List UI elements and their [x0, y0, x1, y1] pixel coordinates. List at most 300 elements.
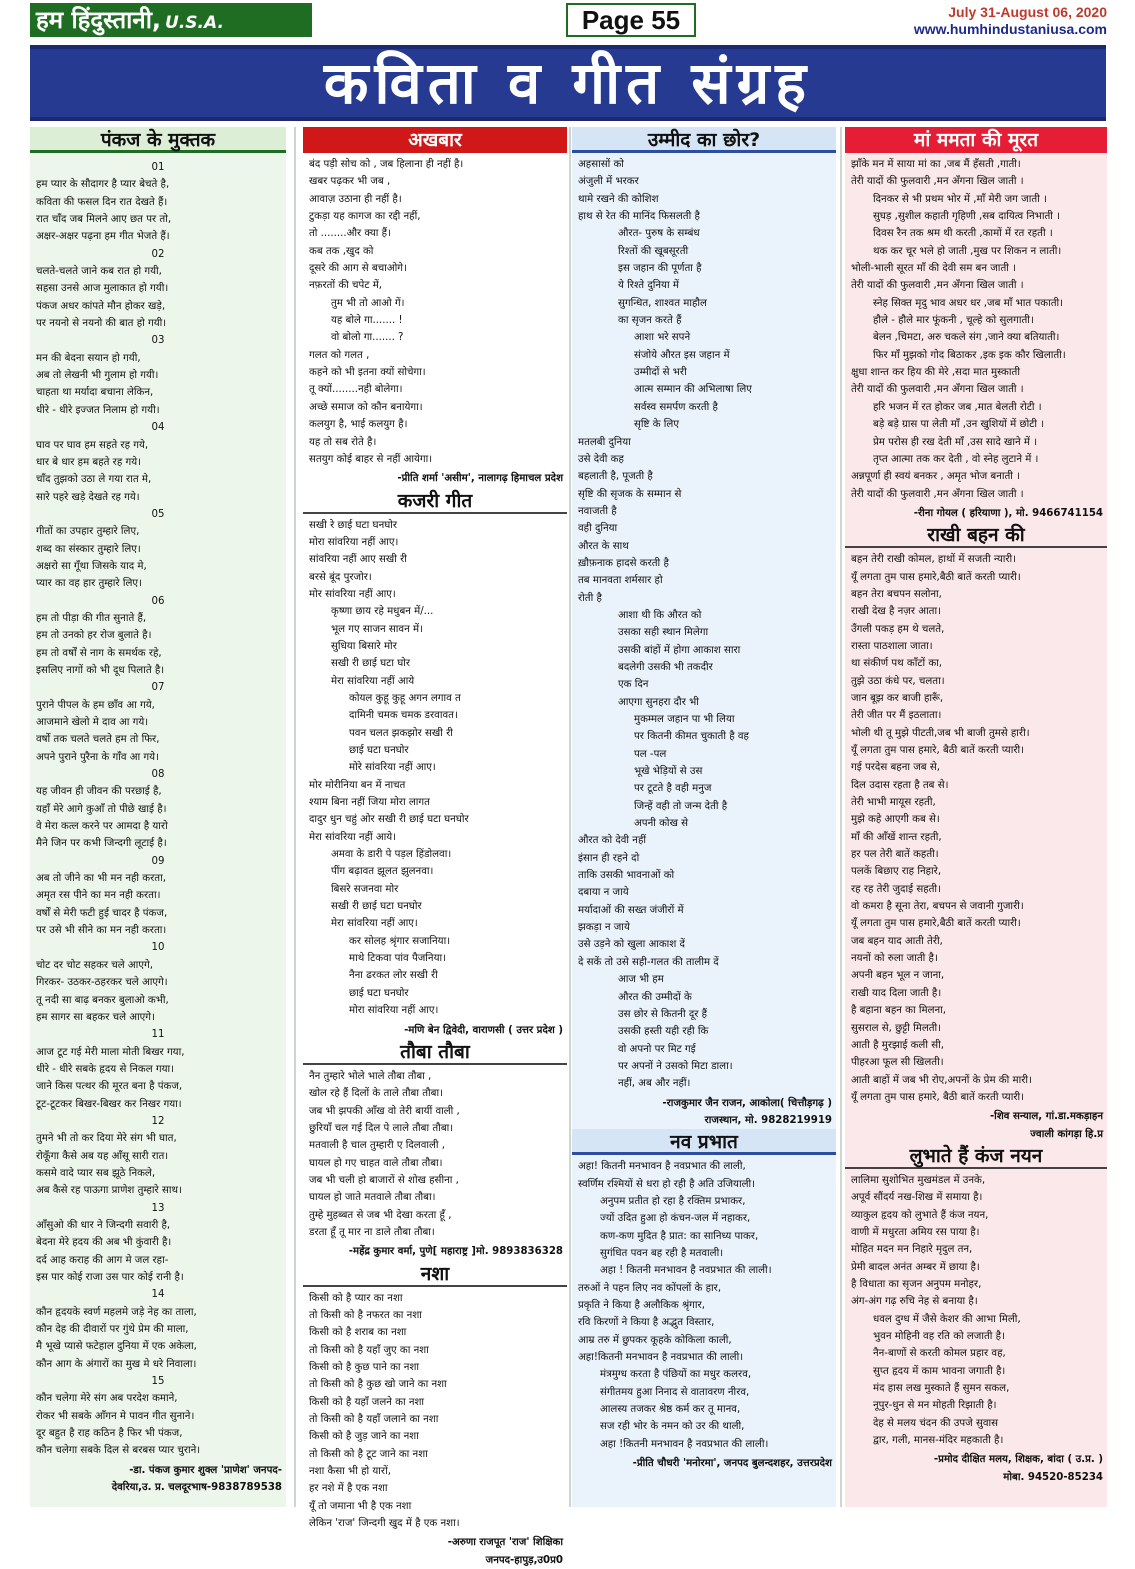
poem-line: पर अपनों ने उसको मिटा डाला। — [618, 1060, 733, 1072]
poem-line: हम तो उनको हर रोज बुलाते है। — [36, 630, 152, 642]
poem-line: वे मेरा कत्ल करने पर आमदा है यारो — [36, 821, 168, 833]
poem-line: सुघड़ ,सुशील कहाती गृहिणी ,सब दायित्व निभाती । — [873, 211, 1061, 223]
poem-line: औरत की उम्मीदों के — [618, 991, 692, 1003]
poem-line: अमृत रस पीने का मन नही करता। — [36, 890, 161, 902]
poem-line: कौन हृदयके स्वर्ण महलमे जड़े नेह का ताला, — [36, 1306, 197, 1318]
poem-line: तो किसी को है यहाँ जलाने का नशा — [309, 1414, 439, 1426]
poem-line: अब कैसे रह पाऊगा प्राणेश तुम्हारे साथ। — [36, 1185, 182, 1197]
poem-credit: -प्रीति चौधरी 'मनोरमा', जनपद बुलन्दशहर, उत्तरप्रदेश — [632, 1458, 832, 1470]
poem-credit: -शिव सन्याल, गां.डा.मकड़ाहन — [989, 1111, 1103, 1123]
poem-line: पीहरआ फूल सी खिलती। — [851, 1057, 944, 1069]
masthead-brand — [30, 3, 312, 37]
poem-line: हर पल तेरी बातें कहती। — [851, 849, 939, 861]
poem-line: भुवन मोहिनी वह रति को लजाती है। — [873, 1331, 1005, 1342]
poem-line: उसे देवी कह — [578, 453, 624, 465]
poem-line: तो किसी को है यहाँ जुए का नशा — [309, 1344, 429, 1356]
poem-line: कौन आग के अंगारों का मुख मे धरे निवाला। — [36, 1358, 197, 1370]
poem-line: रोकूँगा कैसे अब यह आँसू सारी रात। — [36, 1150, 169, 1162]
stanza-number: 08 — [151, 769, 165, 781]
poem-line: आवाज़ उठाना ही नहीं है। — [309, 193, 402, 205]
poem-line: कौन चलेगा मेरे संग अब परदेश कमाने, — [36, 1393, 178, 1405]
poem-line: एक दिन — [618, 679, 649, 691]
poem-line: धीरे - धीरे सबके हृदय से निकल गया। — [36, 1063, 174, 1075]
poem-line: बहन तेरा बचपन सलोना, — [851, 588, 942, 600]
stanza-number: 04 — [151, 422, 165, 434]
poem-line: कृष्णा छाय रहे मधुबन में/... — [331, 606, 434, 618]
stanza-number: 03 — [151, 335, 165, 347]
stanza-number: 01 — [151, 162, 165, 173]
poem-line: हौले - हौले मार फूंकनी , चूल्हे को सुलगाती। — [873, 315, 1034, 327]
poem-line: तेरी भाभी मायूस रहती, — [851, 797, 936, 809]
poem-line: जान बूझ कर बाजी हारूँ, — [851, 692, 944, 704]
brand-suffix: U.S.A. — [165, 13, 224, 33]
poem-line: धीरे - धीरे इज्जत निलाम हो गयी। — [36, 404, 160, 416]
poem-line: उँगली पकड़ हम थे चलते, — [851, 623, 945, 635]
poem-line: किसी को है जुड़ जाने का नशा — [309, 1431, 419, 1443]
poem-credit: -प्रीति शर्मा 'असीम', नालागढ़ हिमाचल प्रदेश — [397, 473, 563, 485]
poem-line: गलत को गलत , — [309, 349, 370, 361]
poem-line: व्याकुल हृदय को लुभाते हैं कंज नयन, — [851, 1209, 989, 1221]
poem-title: पंकज के मुक्तक — [30, 127, 286, 153]
poem-line: अच्छे समाज को कौन बनायेगा। — [309, 401, 423, 413]
poem-credit-contact: राजस्थान, मो. 9828219919 — [704, 1114, 832, 1126]
poem-line: हाथ से रेत की मानिंद फिसलती है — [578, 211, 700, 223]
poem-body — [303, 1287, 567, 1535]
top-header — [0, 0, 1135, 42]
poem-body — [845, 1169, 1107, 1452]
poem-line: आज टूट गई मेरी माला मोती बिखर गया, — [36, 1046, 185, 1058]
poem-line: दूर बहुत है राह कठिन है फिर भी पंकज, — [36, 1428, 183, 1440]
poem-line: संगीतमय हुआ निनाद से वातावरण नीरव, — [600, 1386, 750, 1398]
poem-line: औरत- पुरुष के सम्बंध — [618, 228, 700, 240]
poem-body — [303, 1065, 567, 1243]
poem-line: पंकज अधर कांपते मौन होकर खड़े, — [36, 300, 166, 312]
poem-line: स्वर्णिम रश्मियों से धरा हो रही है अति उजियाली। — [578, 1178, 755, 1190]
poem-line: ताकि उसकी भावनाओं को — [578, 870, 675, 882]
poem-line: फिर माँ मुझको गोद बिठाकर ,इक इक कौर खिलाती। — [873, 349, 1066, 361]
poem-line: जिन्हें वही तो जन्म देती है — [634, 800, 728, 812]
poem-line: तू क्यों........नही बोलेगा। — [309, 384, 403, 396]
poem-body — [572, 153, 836, 1095]
poem-line: बड़े बड़े ग्रास पा लेती माँ ,उन खुशियों में छोटी । — [873, 419, 1045, 431]
poem-line: इस पार कोई राजा उस पार कोई रानी है। — [36, 1272, 184, 1283]
poem-line: धवल दुग्ध में जैसे केशर की आभा मिली, — [873, 1313, 1021, 1325]
poem-line: गीतों का उपहार तुम्हारे लिए, — [36, 526, 140, 538]
poem-body — [303, 153, 567, 470]
poem-line: अहा!कितनी मनभावन है नवप्रभात की लाली। — [578, 1352, 744, 1364]
poem-line: मोर सांवरिया नहीं आए। — [309, 588, 396, 600]
poem-line: बेदना मेरे हदय की अब भी कुंवारी है। — [36, 1237, 172, 1249]
poem-line: भोली थी तू मुझे पीटती,जब भी बाजी तुमसे हारी। — [851, 727, 1030, 739]
poem-line: उस छोर से कितनी दूर हैं — [618, 1008, 708, 1020]
poem-line: माथे टिकवा पांव पैजनिया। — [349, 953, 446, 965]
poem-line: कौन देह की दीवारों पर गुंथे प्रेम की माला, — [36, 1324, 189, 1336]
poem-line: झकड़ा न जाये — [578, 922, 630, 934]
poem-line: छाई घटा घनघोर — [349, 745, 409, 756]
poem-line: पल -पल — [634, 748, 667, 760]
poem-line: औरत के साथ — [578, 540, 629, 552]
poem-line: मंत्रमुग्ध करता है पंछियों का मधुर कलरव, — [600, 1369, 752, 1381]
poem-line: सखी रे छाई घटा घनघोर — [309, 519, 398, 531]
poem-line: अहा ! कितनी मनभावन है नवप्रभात की लाली। — [600, 1265, 772, 1277]
poem-line: झाँके मन में साया मां का ,जब मैं हँसती ,गाती। — [851, 159, 1021, 170]
poem-credit: -अरुणा राजपूत 'राज' शिक्षिका — [447, 1537, 563, 1549]
poem-line: श्याम बिना नहीं जिया मोरा लागत — [309, 797, 430, 809]
poem-line: बहलाती है, पूजती है — [578, 471, 653, 483]
poem-title: राखी बहन की — [845, 522, 1107, 548]
poem-title: कजरी गीत — [303, 488, 567, 514]
poem-line: उम्मीदों से भरी — [634, 367, 687, 379]
poem-line: थामे रखने की कोशिश — [578, 193, 659, 205]
poem-title: मां ममता की मूरत — [845, 127, 1107, 153]
poem-line: इंसान ही रहने दो — [578, 852, 640, 864]
poem-line: भूखे भेड़ियों से उस — [634, 766, 703, 778]
poem-line: बिसरे सजनवा मोर — [331, 883, 399, 895]
poem-line: किसी को है कुछ पाने का नशा — [309, 1362, 420, 1373]
poem-line: वही दुनिया — [578, 523, 618, 535]
poem-line: नशा कैसा भी हो यारों, — [309, 1466, 391, 1478]
poem-line: बदलेगी उसकी भी तकदीर — [618, 661, 713, 673]
poem-line: अपनी बहन भूल न जाना, — [851, 970, 945, 982]
stanza-number: 07 — [151, 682, 165, 694]
poem-title: अखबार — [303, 127, 567, 153]
poem-line: सखी री छाई घटा घनघोर — [331, 901, 422, 913]
poem-line: आशा थी कि औरत को — [618, 609, 702, 621]
poem-line: शब्द का संस्कार तुम्हारे लिए। — [36, 543, 141, 555]
poem-line: आज भी हम — [618, 974, 664, 986]
poem-line: यूँ लगता तुम पास हमारे,बैठी बातें करती प्यारी। — [851, 918, 1021, 930]
poem-line: नयनों को रुला जाती है। — [851, 953, 938, 965]
stanza-number: 11 — [151, 1029, 165, 1041]
poem-line: आती है मुरझाई कली सी, — [851, 1039, 944, 1051]
poem-title: नशा — [303, 1261, 567, 1287]
poem-line: आम्र तरु में छुपकर कूहके कोकिला काली, — [578, 1334, 732, 1346]
poem-line: किसी को है यहाँ जलने का नशा — [309, 1396, 425, 1408]
poem-line: सृष्टि के लिए — [634, 419, 679, 431]
poem-line: अहसासों को — [578, 159, 624, 170]
poem-line: यह जीवन ही जीवन की परछाई है, — [36, 786, 162, 798]
poem-line: जाने किस पत्थर की मूरत बना है पंकज, — [36, 1081, 183, 1093]
poem-line: बरसे बूंद पुरजोर। — [309, 571, 372, 583]
poem-line: डरता हूँ तू मार ना डाले तौबा तौबा। — [309, 1226, 435, 1238]
poem-line: इसलिए नागों को भी दूध पिलाते है। — [36, 664, 165, 676]
poem-line: है बहाना बहन का मिलना, — [851, 1005, 947, 1017]
poem-line: तो ........और क्या हैं। — [309, 228, 391, 240]
poem-line: मोरे सांवरिया नहीं आए। — [349, 762, 436, 774]
poem-line: मुकम्मल जहान पा भी लिया — [634, 714, 735, 725]
poem-line: मै भूखे प्यासे फटेहाल दुनिया में एक अकेला, — [36, 1341, 197, 1353]
poem-line: सतयुग कोई बाहर से नहीं आयेगा। — [309, 453, 433, 465]
poem-line: सहसा उनसे आज मुलाकात हो गयी। — [36, 283, 169, 295]
poem-line: तुम भी तो आओ गें। — [331, 297, 405, 309]
poem-line: ज्यों उदित हुआ हो कंचन-जल में नहाकर, — [600, 1213, 751, 1225]
poem-credit-contact: देवरिया,उ. प्र. चलदूरभाष-9838789538 — [111, 1482, 282, 1494]
poem-line: छुरियाँ चल गई दिल पे लाले तौबा तौबा। — [309, 1122, 454, 1134]
poem-line: तेरी यादों की फुलवारी ,मन अँगना खिल जाती । — [851, 488, 1024, 500]
poem-line: अमवा के डारी पे पड़ल हिंडोलवा। — [331, 849, 452, 861]
poem-line: संजोये औरत इस जहान में — [634, 349, 730, 361]
poem-line: उसे उड़ने को खुला आकाश दें — [578, 939, 685, 951]
poem-line: तो किसी को है टूट जाने का नशा — [309, 1448, 428, 1460]
poem-line: हरि भजन में रत होकर जब ,मात बेलती रोटी । — [873, 401, 1042, 413]
poem-line: तेरी यादों की फुलवारी ,मन अँगना खिल जाती । — [851, 280, 1024, 292]
poem-line: अनुपम प्रतीत हो रहा है रक्तिम प्रभाकर, — [600, 1195, 746, 1207]
poem-line: सज रही भोर के नमन को उर की थाली, — [600, 1421, 745, 1433]
poem-body — [572, 1155, 836, 1455]
poem-line: अक्षरो सा गूँथा जिसके याद मे, — [36, 560, 147, 572]
poem-line: आलस्य तजकर श्रेष्ठ कर्म कर तू मानव, — [600, 1404, 741, 1416]
poem-line: पलकें बिछाए राह निहारे, — [851, 866, 942, 878]
poem-line: आशा भरे सपने — [634, 332, 691, 344]
poem-line: यहाँ मेरे आगे कुआँ तो पीछे खाई है। — [36, 803, 167, 815]
poem-line: नैन-बाणों से करती कोमल प्रहार वह, — [873, 1348, 1006, 1360]
poem-line: था संकीर्ण पथ काँटों का, — [851, 658, 943, 670]
poem-line: आजमाने खेलो मे दाव आ गये। — [36, 717, 149, 728]
poem-line: नवाजती है — [578, 505, 617, 517]
poem-credit: -डा. पंकज कुमार शुक्ल 'प्राणेश' जनपद- — [129, 1464, 282, 1476]
poem-body — [845, 153, 1107, 505]
poem-line: अक्षर-अक्षर पढ़ना हम गीत भेजते हैं। — [36, 231, 170, 243]
poem-line: औरत को देवी नहीं — [578, 835, 646, 847]
poem-line: लालिमा सुशोभित मुखमंडल में उनके, — [851, 1174, 986, 1186]
poem-line: भूल गए साजन सावन में। — [331, 623, 423, 635]
poem-line: तुम्हे मुहब्बत से जब भी देखा करता हूँ , — [309, 1209, 452, 1221]
poem-line: वाणी में मधुरता अमिय रस पाया है। — [851, 1226, 980, 1238]
poem-line: रह रह तेरी जुदाई सहती। — [851, 883, 941, 895]
poem-line: दूसरे की आग से बचाओगे। — [309, 263, 407, 275]
poem-line: नफ़रतों की चपेट में, — [309, 280, 383, 292]
poem-line: खोल रहे हैं दिलों के ताले तौबा तौबा। — [309, 1088, 443, 1100]
poem-line: चलते-चलते जाने कब रात हो गयी, — [36, 266, 162, 278]
poem-line: चाहता था मर्यादा बचाना लेकिन, — [36, 387, 154, 399]
poem-line: ख़ौफ़नाक हादसे करती है — [578, 557, 669, 569]
poem-line: पींग बढ़ावत झूलत झुलनवा। — [331, 866, 434, 878]
poem-line: कविता की फसल दिन रात देखते हैं। — [36, 196, 168, 208]
poem-title: नव प्रभात — [572, 1129, 836, 1155]
poem-line: आत्म सम्मान की अभिलाषा लिए — [634, 384, 752, 396]
poem-line: रोकर भी सबके आँगन मे पावन गीत सुनाने। — [36, 1410, 195, 1422]
poem-line: तरुओं ने पहन लिए नव कोंपलों के हार, — [578, 1282, 722, 1294]
poem-line: उसकी बांहों में होगा आकाश सारा — [618, 644, 741, 656]
poem-line: मन की बेदना सयान हो गयी, — [36, 352, 141, 364]
poem-line: पवन चलत झकझोर सखी री — [349, 727, 453, 739]
poem-line: क्षुधा शान्त कर हिय की मेरे ,सदा मात मुस्काती — [851, 367, 1020, 379]
column-divider — [294, 127, 296, 1507]
poem-line: तुमने भी तो कर दिया मेरे संग भी घात, — [36, 1133, 177, 1145]
poem-line: सृष्टि की सृजक के सम्मान से — [578, 488, 682, 500]
poem-line: प्रकृति ने किया है अलौकिक श्रृंगार, — [578, 1300, 705, 1311]
poem-line: इस जहान की पूर्णता है — [618, 263, 702, 275]
stanza-number: 13 — [151, 1202, 165, 1214]
poem-line: नूपुर-धुन से मन मोहती रिझाती है। — [873, 1400, 997, 1412]
poem-line: कोयल कुहू कुहू अगन लगाव त — [349, 692, 461, 704]
poem-line: दबाया न जाये — [578, 887, 629, 899]
poem-line: यूँ लगता तुम पास हमारे, बैठी बातें करती प्यारी। — [851, 1091, 1025, 1103]
poem-line: अब तो लेखनी भी गुलाम हो गयी। — [36, 370, 159, 382]
poem-line: उसकी हस्ती यही रही कि — [618, 1026, 709, 1038]
banner-title: कविता व गीत संग्रह — [323, 49, 813, 117]
poem-line: सुधिया बिसारे मोर — [331, 640, 397, 652]
stanza-number: 14 — [151, 1289, 165, 1301]
poem-line: दिल उदास रहता है तब से। — [851, 779, 949, 791]
poem-line: यूँ लगता तुम पास हमारे, बैठी बातें करती प्यारी। — [851, 745, 1025, 756]
poem-line: हम तो वर्षों से नाग के समर्थक रहे, — [36, 647, 162, 659]
poem-line: सारे पहरे खड़े देखते रह गये। — [36, 491, 140, 503]
column-pankaj-muktak — [30, 127, 286, 1507]
poem-title: तौबा तौबा — [303, 1039, 567, 1065]
stanza-number: 09 — [151, 855, 165, 867]
issue-info — [914, 4, 1107, 38]
poem-line: कौन चलेगा सबके दिल से बरबस प्यार चुराने। — [36, 1445, 201, 1457]
poem-credit-place: जनपद-हापुड़,उ0प्र0 — [485, 1554, 563, 1566]
poem-line: मोहित मदन मन निहारे मृदुल तन, — [851, 1244, 973, 1256]
poem-line: तेरी यादों की फुलवारी ,मन अँगना खिल जाती । — [851, 176, 1024, 188]
poem-line: तो किसी को है कुछ खो जाने का नशा — [309, 1379, 447, 1391]
poem-title: लुभाते हैं कंज नयन — [845, 1143, 1107, 1169]
poem-line: आँसुओ की धार ने जिन्दगी सवारी है, — [36, 1219, 171, 1231]
poem-line: सुप्त हृदय में काम भावना जगाती है। — [873, 1365, 1006, 1377]
poem-line: सांवरिया नहीं आए सखी री — [309, 554, 407, 566]
poem-line: कलयुग है, भाई कलयुग है। — [309, 419, 408, 431]
poem-line: द्वार, गली, मानस-मंदिर महकाती है। — [873, 1435, 1004, 1447]
column-maa-mamta — [845, 127, 1107, 1507]
poem-credit: -मणि बेन द्विवेदी, वाराणसी ( उत्तर प्रदेश ) — [404, 1024, 563, 1036]
poem-line: तुझे उठा कंधे पर, चलता। — [851, 675, 945, 687]
poem-line: मैने जिन पर कभी जिन्दगी लूटाई है। — [36, 838, 167, 850]
poem-line: घायल हो जाते मतवाले तौबा तौबा। — [309, 1192, 436, 1204]
poem-line: कब तक ,खुद को — [309, 245, 374, 257]
poem-line: दिनकर से भी प्रथम भोर में ,माँ मेरी जग जाती । — [873, 193, 1047, 205]
poem-line: नैन तुम्हारे भोले भाले तौबा तौबा , — [309, 1070, 432, 1082]
poem-line: मतवाली है चाल तुम्हारी ए दिलवाली , — [309, 1140, 446, 1152]
poem-line: मंद हास लख मुस्काते हैं सुमन सकल, — [873, 1383, 1010, 1395]
poem-line: पर उसे भी सीने का मन नही करता। — [36, 925, 167, 937]
poem-line: दादुर धुन चहुं ओर सखी री छाई घटा घनघोर — [309, 814, 469, 826]
poem-line: भोली-भाली सूरत माँ की देवी सम बन जाती । — [851, 263, 1016, 275]
poem-line: यूँ लगता तुम पास हमारे,बैठी बातें करती प्यारी। — [851, 571, 1021, 583]
poem-line: किसी को है शराब का नशा — [309, 1327, 407, 1339]
poem-title: उम्मीद का छोर? — [572, 127, 836, 153]
poem-line: कसमे वादे प्यार सब झूठे निकले, — [36, 1167, 156, 1179]
poem-line: उसका सही स्थान मिलेगा — [618, 627, 709, 639]
poem-line: लेकिन 'राज' जिन्दगी खुद में है एक नशा। — [309, 1518, 460, 1530]
poem-credit: -रीना गोयल ( हरियाणा ), मो. 9466741154 — [913, 507, 1103, 519]
section-banner — [30, 45, 1106, 121]
poem-line: पर कितनी कीमत चुकाती है वह — [634, 731, 749, 743]
poem-line: पर नयनो से नयनो की बात हो गयी। — [36, 318, 167, 330]
poem-line: मेरा सांवरिया नहीं आये — [331, 675, 415, 687]
poem-body — [30, 153, 286, 1462]
poem-line: हर नशे में है एक नशा — [309, 1483, 388, 1495]
poem-line: वर्षों से मेरी फटी हुई चादर है पंकज, — [36, 907, 168, 919]
stanza-number: 12 — [151, 1115, 165, 1127]
poem-line: हम तो पीड़ा की गीत सुनाते हैं, — [36, 612, 147, 624]
poem-line: जब बहन याद आती तेरी, — [851, 935, 943, 947]
stanza-number: 10 — [151, 942, 165, 954]
poem-line: बहन तेरी राखी कोमल, हाथों में सजती न्यारी। — [851, 554, 1017, 566]
poem-line: मेरा सांवरिया नहीं आए। — [331, 918, 418, 930]
poem-line: दामिनी चमक चमक डरवावत। — [349, 710, 458, 722]
poem-line: खबर पढ़कर भी जब , — [309, 176, 391, 188]
poem-line: जब भी झपकी आँख वो तेरी बायीं वाली , — [309, 1105, 460, 1117]
poem-line: सर्वस्व समर्पण करती है — [634, 401, 718, 413]
poem-line: घाव पर घाव हम सहते रह गये, — [36, 439, 149, 451]
poem-line: पर टूटते है वही मनुज — [634, 783, 712, 795]
poem-line: अब तो जीने का भी मन नही करता, — [36, 873, 166, 885]
poem-line: मेरा सांवरिया नहीं आये। — [309, 831, 397, 843]
poem-line: मर्यादाओं की सख्त जंजीरों में — [578, 904, 684, 916]
poem-body — [303, 514, 567, 1022]
poem-line: टूट-टूटकर बिखर-बिखर कर निखर गया। — [36, 1098, 182, 1110]
poem-line: दे सकें तो उसे सही-गलत की तालीम दें — [578, 956, 719, 968]
poem-line: स्नेह सिक्त मृदु भाव अधर धर ,जब माँ भात पकाती। — [873, 297, 1064, 309]
poem-line: है विधाता का सृजन अनुपम मनोहर, — [851, 1278, 982, 1290]
poem-line: छाई घटा घनघोर — [349, 987, 409, 999]
poem-line: अपनी कोख से — [634, 818, 689, 830]
poem-line: अंजुली में भरकर — [578, 176, 639, 188]
website-link[interactable]: www.humhindustaniusa.com — [913, 21, 1107, 37]
poem-line: रात चाँद जब मिलने आए छत पर तो, — [36, 214, 172, 226]
poem-line: सुसराल से, छुट्टी मिलती। — [851, 1022, 942, 1034]
poem-line: ये रिश्ते दुनिया में — [618, 280, 679, 292]
poem-line: किसी को है प्यार का नशा — [309, 1292, 403, 1304]
stanza-number: 05 — [151, 508, 165, 520]
poem-line: यह तो सब रोते है। — [309, 436, 377, 448]
poem-line: आती बाहों में जब भी रोए,अपनों के प्रेम की मारी। — [851, 1074, 1032, 1086]
poem-line: नहीं, अब और नहीं। — [618, 1078, 691, 1090]
poem-line: देह से मलय चंदन की उपजे सुवास — [873, 1417, 999, 1429]
poem-line: प्रेमी बादल अनंत अम्बर में छाया है। — [851, 1261, 980, 1273]
poem-line: कहने को भी इतना क्यों सोचेगा। — [309, 367, 426, 379]
poem-line: कण-कण मुदित है प्रात: का सानिध्य पाकर, — [600, 1230, 759, 1242]
poem-line: यूँ तो जमाना भी है एक नशा — [309, 1500, 412, 1512]
poem-line: मोरा सांवरिया नहीं आए। — [309, 536, 399, 548]
poem-line: राखी देख है नज़र आता। — [851, 606, 941, 618]
poem-credit: -राजकुमार जैन राजन, आकोला( चित्तौड़गढ़ ) — [662, 1097, 832, 1109]
poem-line: गिरकर- उठकर-ठहरकर चले आएगे। — [36, 977, 168, 989]
poem-line: प्रेम परोस ही रख देती माँ ,उस सादे खाने में । — [873, 436, 1038, 448]
poem-line: वर्षो तक चलते चलते हम तो फिर, — [36, 734, 160, 746]
poem-credit-contact: मोबा. 94520-85234 — [1003, 1471, 1103, 1483]
poem-line: माँ की आँखें शान्त रहती, — [851, 831, 942, 843]
poem-credit-place: ज्वाली कांगड़ा हि.प्र — [1030, 1128, 1103, 1140]
stanza-number: 02 — [151, 248, 165, 260]
poem-line: राखी याद दिला जाती है। — [851, 987, 942, 999]
poem-line: यह बोले गा....... ! — [331, 315, 403, 327]
poem-line: थक कर चूर भले हो जाती ,मुख पर शिकन न लाती। — [873, 245, 1062, 257]
poem-line: तब मानवता शर्मसार हो — [578, 575, 663, 587]
poem-line: धार बे धार हम बहते रह गये। — [36, 456, 142, 468]
poem-line: मोर मोरीनिया बन में नाचत — [309, 779, 406, 791]
stanza-number: 15 — [151, 1376, 165, 1388]
poem-line: सुगंधित पवन बह रही है मतवाली। — [600, 1247, 724, 1259]
poem-line: रवि किरणों ने किया है अद्भुत विस्तार, — [578, 1317, 715, 1329]
poem-line: बंद पड़ी सोच को , जब हिलाना ही नहीं है। — [309, 159, 464, 170]
poem-line: मुझे कहे आएगी कब से। — [851, 814, 940, 826]
page-number: Page 55 — [566, 3, 696, 37]
stanza-number: 06 — [151, 595, 165, 607]
poem-credit: -महेंद्र कुमार वर्मा, पुणे[ महाराष्ट्र ]मो. 9893836328 — [348, 1246, 563, 1258]
poem-line: तू नदी सा बाढ़ बनकर बुलाओ कभी, — [36, 994, 169, 1006]
poem-line: गई परदेस बहना जब से, — [851, 762, 940, 774]
poem-line: तो किसी को है नफरत का नशा — [309, 1309, 422, 1321]
poem-line: अंग-अंग गढ़ रुचि नेह से बनाया है। — [851, 1296, 978, 1308]
column-akhbar — [303, 127, 567, 1566]
poem-line: तेरी जीत पर मैं इठलाता। — [851, 710, 942, 722]
brand-name: हम हिंदुस्तानी, — [36, 6, 162, 34]
poem-line: जब भी चली हो बाजारों से शोख हसीना , — [309, 1174, 459, 1186]
poem-line: वो बोलो गा....... ? — [331, 332, 404, 344]
